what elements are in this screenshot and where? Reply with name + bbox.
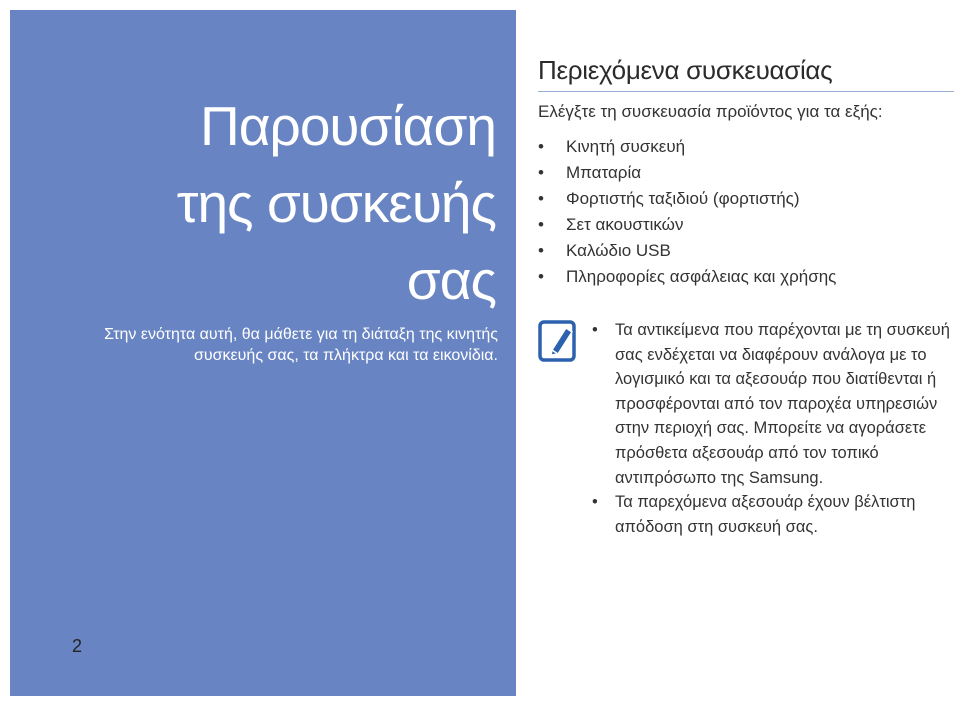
- note-list: [538, 318, 958, 539]
- list-item: • Καλώδιο USB: [538, 238, 954, 264]
- note-box: [538, 318, 958, 539]
- chapter-title: [76, 88, 496, 319]
- list-item: • Φορτιστής ταξιδιού (φορτιστής): [538, 186, 954, 212]
- list-item: • Κινητή συσκευή: [538, 134, 954, 160]
- list-item: • Σετ ακουστικών: [538, 212, 954, 238]
- package-contents-section: [538, 52, 954, 290]
- list-item: • Πληροφορίες ασφάλειας και χρήσης: [538, 264, 954, 290]
- section-intro: Ελέγξτε τη συσκευασία προϊόντος για τα εξής:: [538, 102, 883, 121]
- note-item: • Τα αντικείμενα που παρέχονται με τη συσκευή σας ενδέχεται να διαφέρουν ανάλογα με το λογισμικό και τα αξεσουάρ που διατίθενται ή προσφέρονται από τον παροχέα υπηρεσιών στην περιοχή σας. Μπορείτε να αγοράσετε πρόσθετα αξεσουάρ από τον τοπικό αντιπρόσωπο της Samsung.: [615, 318, 958, 490]
- section-heading: Περιεχόμενα συσκευασίας: [538, 52, 954, 92]
- note-item: • Τα παρεχόμενα αξεσουάρ έχουν βέλτιστη απόδοση στη συσκευή σας.: [615, 490, 958, 539]
- package-items-list: [538, 134, 954, 290]
- chapter-title-line: Παρουσίαση: [200, 95, 496, 157]
- chapter-panel: [10, 10, 516, 696]
- chapter-title-line: σας: [406, 249, 496, 311]
- list-item: • Μπαταρία: [538, 160, 954, 186]
- page-number: 2: [72, 636, 83, 656]
- note-pencil-icon: [538, 320, 578, 362]
- chapter-title-line: της συσκευής: [176, 172, 496, 234]
- chapter-intro: Στην ενότητα αυτή, θα μάθετε για τη διάταξη της κινητής συσκευής σας, τα πλήκτρα και τα εικονίδια.: [104, 326, 498, 364]
